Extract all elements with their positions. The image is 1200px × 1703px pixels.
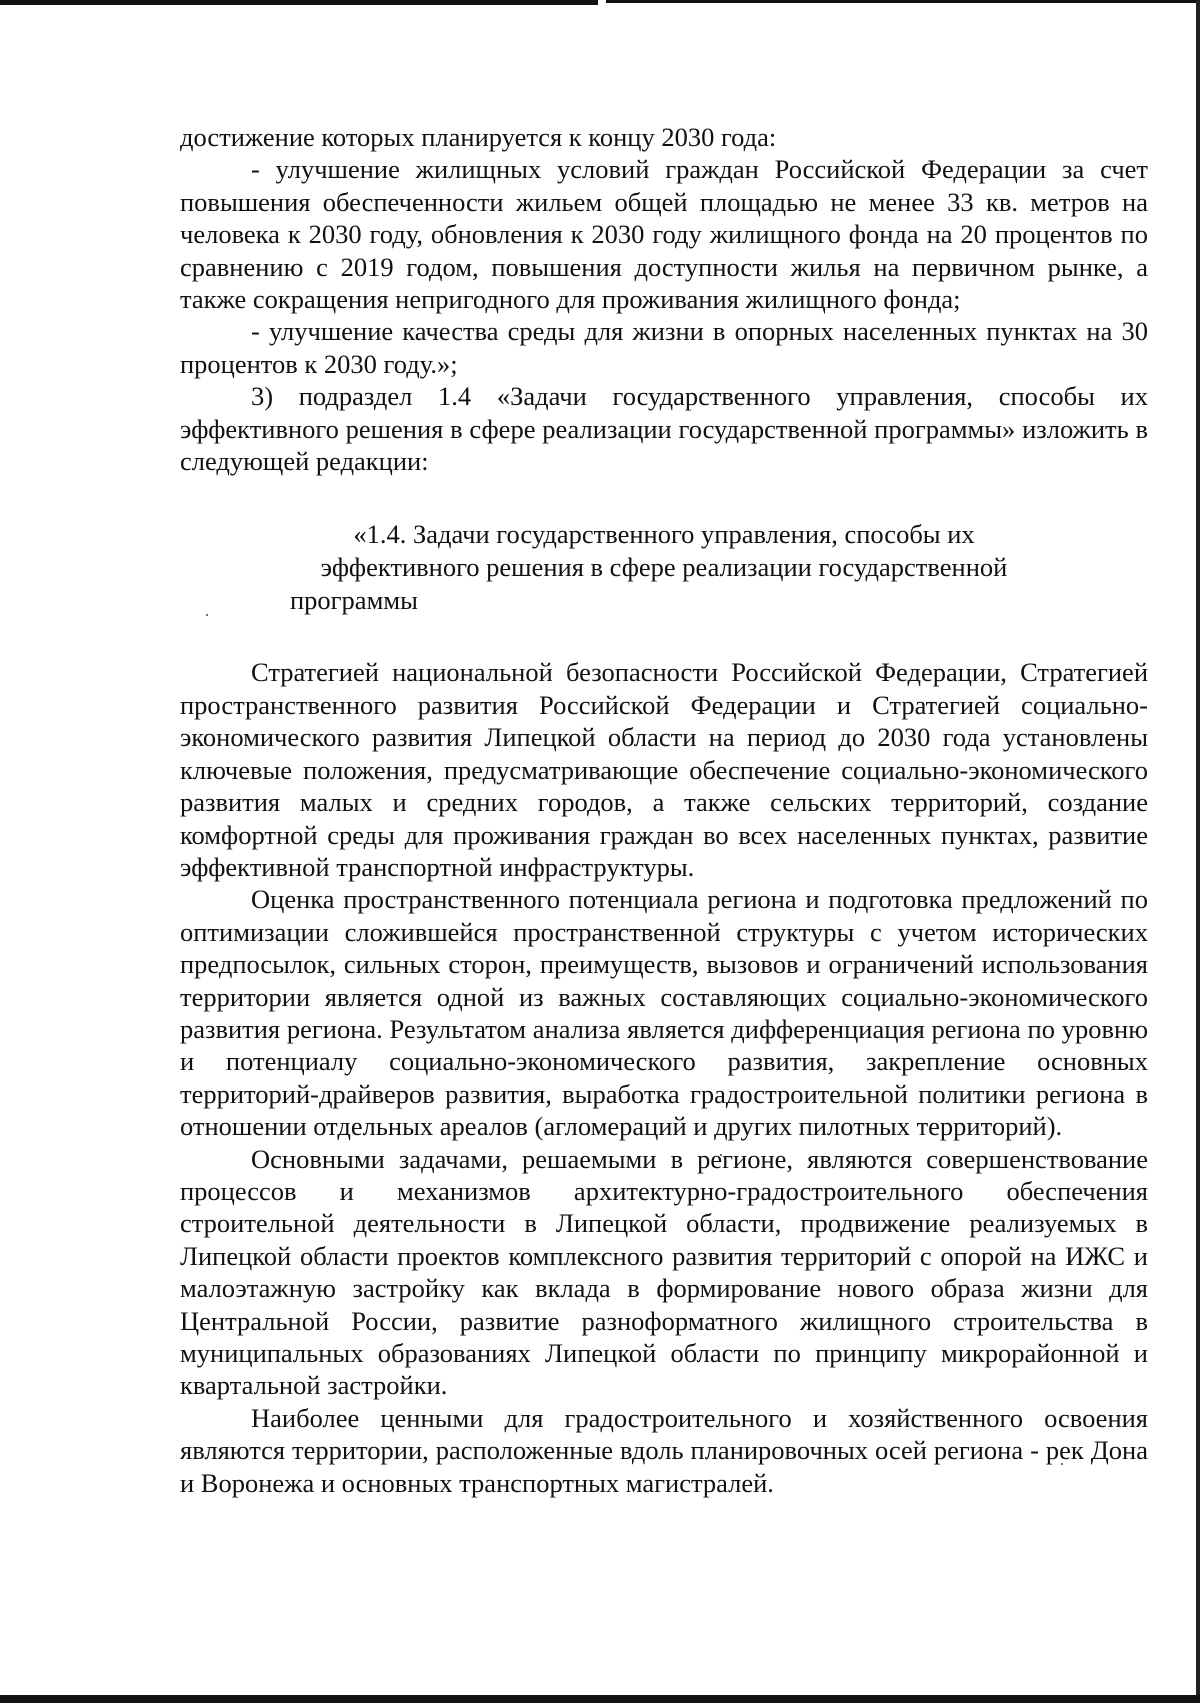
paragraph-strategies: Стратегией национальной безопасности Российской Федерации, Стратегией пространственного развития Российской Федерации и Стратегией социально-экономического развития Липецкой области на период до 2030 года установлены ключевые положения, предусматривающие обеспечение социально-экономического развития малых и средних городов, а также сельских территорий, создание комфортной среды для проживания граждан во всех населенных пунктах, развитие эффективной транспортной инфраструктуры. — [180, 657, 1148, 882]
section-heading: «1.4. Задачи государственного управления, способы их эффективного решения в сфере реализации государственной программы — [290, 519, 1008, 616]
paragraph-valuable-territories: Наиболее ценными для градостроительного и хозяйственного освоения являются территории, расположенные вдоль планировочных осей региона - рек Дона и Воронежа и основных транспортных магистралей. — [180, 1402, 1148, 1498]
paragraph-spatial-assessment: Оценка пространственного потенциала региона и подготовка предложений по оптимизации сложившейся пространственной структуры с учетом исторических предпосылок, сильных сторон, преимуществ, вызовов и ограничений использования территории является одной из важных составляющих социально-экономического развития региона. Результатом анализа является дифференциация региона по уровню и потенциалу социально-экономического развития, закрепление основных территорий-драйверов развития, выработка градостроительной политики региона в отношении отдельных ареалов (агломераций и других пилотных территорий). — [180, 884, 1148, 1142]
scan-border-top-left — [0, 0, 598, 5]
paragraph-housing-goal: - улучшение жилищных условий граждан Российской Федерации за счет повышения обеспеченности жильем общей площадью не менее 33 кв. метров на человека к 2030 году, обновления к 2030 году жилищного фонда на 20 процентов по сравнению с 2019 годом, повышения доступности жилья на первичном рынке, а также сокращения непригодного для проживания жилищного фонда; — [180, 154, 1148, 315]
paragraph-environment-goal: - улучшение качества среды для жизни в опорных населенных пунктах на 30 процентов к 2030 году.»; — [180, 316, 1148, 379]
document-body — [180, 121, 1148, 1499]
paragraph-continuation: достижение которых планируется к концу 2030 года: — [180, 122, 777, 152]
scan-border-top-right — [606, 0, 1200, 3]
scan-border-right — [1196, 0, 1200, 1703]
paragraph-main-tasks: Основными задачами, решаемыми в регионе, являются совершенствование процессов и механизмов архитектурно-градостроительного обеспечения строительной деятельности в Липецкой области, продвижение реализуемых в Липецкой области проектов комплексного развития территорий с опорой на ИЖС и малоэтажную застройку как вклада в формирование нового образа жизни для Центральной России, развитие разноформатного жилищного строительства в муниципальных образованиях Липецкой области по принципу микрорайонной и квартальной застройки. — [180, 1143, 1148, 1401]
scan-border-bottom — [0, 1695, 1200, 1703]
paragraph-amendment-instruction: 3) подраздел 1.4 «Задачи государственного управления, способы их эффективного решения в сфере реализации государственной программы» изложить в следующей редакции: — [180, 381, 1148, 477]
